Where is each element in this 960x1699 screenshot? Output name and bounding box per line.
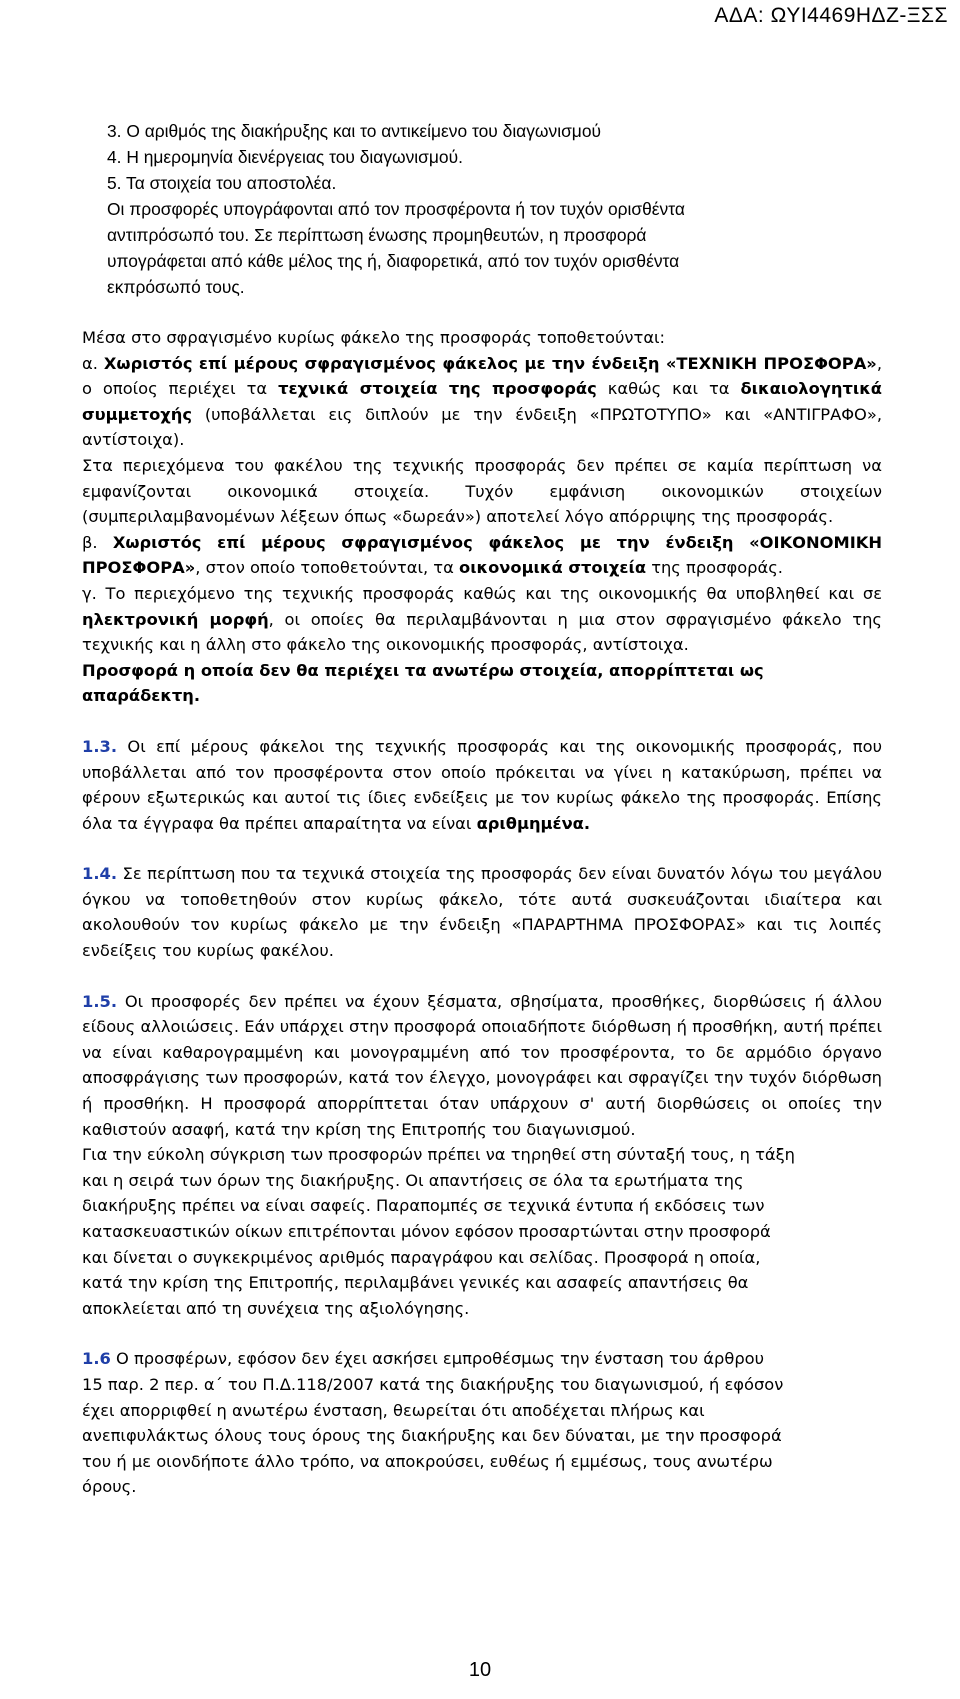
list-item: 5. Τα στοιχεία του αποστολέα. xyxy=(107,173,337,193)
text-line: 1.6 Ο προσφέρων, εφόσον δεν έχει ασκήσει εμπροθέσμως την ένσταση του άρθρου xyxy=(82,1349,765,1369)
signature-text-line: εκπρόσωπό τους. xyxy=(107,277,245,297)
section-1-3: 1.3. Οι επί μέρους φάκελοι της τεχνικής προσφοράς και της οικονομικής προσφοράς, που υποβάλλεται από τον προσφέροντα στον οποίο πρόκειται να γίνει η κατακύρωση, πρέπει να φέρουν εξωτερικώς και αυτοί τις ίδιες ενδείξεις με τον κυρίως φάκελο της προσφοράς. Επίσης όλα τα έγγραφα θα πρέπει απαραίτητα να είναι αριθμημένα. xyxy=(82,736,882,833)
text-line: ανεπιφυλάκτως όλους τους όρους της διακήρυξης και δεν δύναται, με την προσφορά xyxy=(82,1426,782,1446)
page-number: 10 xyxy=(468,1659,492,1681)
section-number: 1.4. xyxy=(82,864,118,884)
section-1-5-lines xyxy=(82,1142,882,1321)
envelope-item-a: α. Χωριστός επί μέρους σφραγισμένος φάκελος με την ένδειξη «ΤΕΧΝΙΚΗ ΠΡΟΣΦΟΡΑ», ο οποίος περιέχει τα τεχνικά στοιχεία της προσφοράς καθώς και τα δικαιολογητικά συμμετοχής (υποβάλλεται εις διπλούν με την ένδειξη «ΠΡΩΤΟΤΥΠΟ» και «ΑΝΤΙΓΡΑΦΟ», αντίστοιχα). xyxy=(82,353,882,450)
section-1-5: 1.5. Οι προσφορές δεν πρέπει να έχουν ξέσματα, σβησίματα, προσθήκες, διορθώσεις ή άλλου είδους αλλοιώσεις. Εάν υπάρχει στην προσφορά οποιαδήποτε διόρθωση ή προσθήκη, αυτή πρέπει να είναι καθαρογραμμένη και μονογραμμένη από τον προσφέροντα, το δε αρμόδιο όργανο αποσφράγισης των προσφορών, κατά τον έλεγχο, μονογράφει και σφραγίζει την τυχόν διόρθωση ή προσθήκη. Η προσφορά απορρίπτεται όταν υπάρχουν σ' αυτή διορθώσεις οι οποίες την καθιστούν ασαφή, κατά την κρίση της Επιτροπής του διαγωνισμού. xyxy=(82,991,882,1139)
text-line: αποκλείεται από τη συνέχεια της αξιολόγησης. xyxy=(82,1298,470,1318)
signature-text-line: Οι προσφορές υπογράφονται από τον προσφέροντα ή τον τυχόν ορισθέντα xyxy=(107,199,685,219)
text-line: κατά την κρίση της Επιτροπής, περιλαμβάνει γενικές και ασαφείς απαντήσεις θα xyxy=(82,1273,749,1293)
text-line: Για την εύκολη σύγκριση των προσφορών πρέπει να τηρηθεί στη σύνταξή τους, η τάξη xyxy=(82,1145,795,1165)
envelope-item-a-note: Στα περιεχόμενα του φακέλου της τεχνικής προσφοράς δεν πρέπει σε καμία περίπτωση να εμφανίζονται οικονομικά στοιχεία. Τυχόν εμφάνιση οικονομικών στοιχείων (συμπεριλαμβανομένων λέξεων όπως «δωρεάν») αποτελεί λόγο απόρριψης της προσφοράς. xyxy=(82,455,882,527)
text-line: 15 παρ. 2 περ. α΄ του Π.Δ.118/2007 κατά της διακήρυξης του διαγωνισμού, ή εφόσον xyxy=(82,1374,784,1394)
list-item: 3. Ο αριθμός της διακήρυξης και το αντικείμενο του διαγωνισμού xyxy=(107,121,602,141)
envelope-item-b: β. Χωριστός επί μέρους σφραγισμένος φάκελος με την ένδειξη «ΟΙΚΟΝΟΜΙΚΗ ΠΡΟΣΦΟΡΑ», στον οποίο τοποθετούνται, τα οικονομικά στοιχεία της προσφοράς. xyxy=(82,532,882,578)
text-line: κατασκευαστικών οίκων επιτρέπονται μόνον εφόσον προσαρτώνται στην προσφορά xyxy=(82,1222,771,1241)
text-line: και η σειρά των όρων της διακήρυξης. Οι απαντήσεις σε όλα τα ερωτήματα της xyxy=(82,1170,744,1190)
section-number: 1.6 xyxy=(82,1349,111,1369)
section-1-4: 1.4. Σε περίπτωση που τα τεχνικά στοιχεία της προσφοράς δεν είναι δυνατόν λόγω του μεγάλου όγκου να τοποθετηθούν στον κυρίως φάκελο, τότε αυτά συσκευάζονται ιδιαίτερα και ακολουθούν τον κυρίως φάκελο με την ένδειξη «ΠΑΡΑΡΤΗΜΑ ΠΡΟΣΦΟΡΑΣ» και τις λοιπές ενδείξεις του κυρίως φακέλου. xyxy=(82,864,882,961)
text-line: του ή με οιονδήποτε άλλο τρόπο, να αποκρούσει, ευθέως ή εμμέσως, τους ανωτέρω xyxy=(82,1451,773,1471)
signature-text-line: αντιπρόσωπό του. Σε περίπτωση ένωσης προμηθευτών, η προσφορά xyxy=(107,225,647,245)
list-item: 4. Η ημερομηνία διενέργειας του διαγωνισμού. xyxy=(107,147,463,167)
text-line: όρους. xyxy=(82,1477,137,1497)
section-number: 1.5. xyxy=(82,991,118,1011)
document-body xyxy=(82,118,882,1500)
text-line: και δίνεται ο συγκεκριμένος αριθμός παραγράφου και σελίδας. Προσφορά η οποία, xyxy=(82,1247,761,1267)
section-number: 1.3. xyxy=(82,736,118,756)
text-line: έχει απορριφθεί η ανωτέρω ένσταση, θεωρείται ότι αποδέχεται πλήρως και xyxy=(82,1400,705,1420)
envelope-item-c: γ. Το περιεχόμενο της τεχνικής προσφοράς καθώς και της οικονομικής θα υποβληθεί και σε ηλεκτρονική μορφή, οι οποίες θα περιλαμβάνονται η μια στον σφραγισμένο φάκελο της τεχνικής και η άλλη στο φάκελο της οικονομικής προσφοράς, αντίστοιχα. xyxy=(82,583,882,655)
text-line: διακήρυξης πρέπει να είναι σαφείς. Παραπομπές σε τεχνικά έντυπα ή εκδόσεις των xyxy=(82,1196,765,1216)
envelope-intro: Μέσα στο σφραγισμένο κυρίως φάκελο της προσφοράς τοποθετούνται: xyxy=(82,328,666,347)
ada-code: ΑΔΑ: ΩΥΙ4469ΗΔΖ-ΞΣΣ xyxy=(714,4,948,27)
section-1-6 xyxy=(82,1346,882,1500)
rejection-notice: Προσφορά η οποία δεν θα περιέχει τα ανωτέρω στοιχεία, απορρίπτεται ως απαράδεκτη. xyxy=(82,660,764,706)
signature-text-line: υπογράφεται από κάθε μέλος της ή, διαφορετικά, από τον τυχόν ορισθέντα xyxy=(107,251,680,271)
